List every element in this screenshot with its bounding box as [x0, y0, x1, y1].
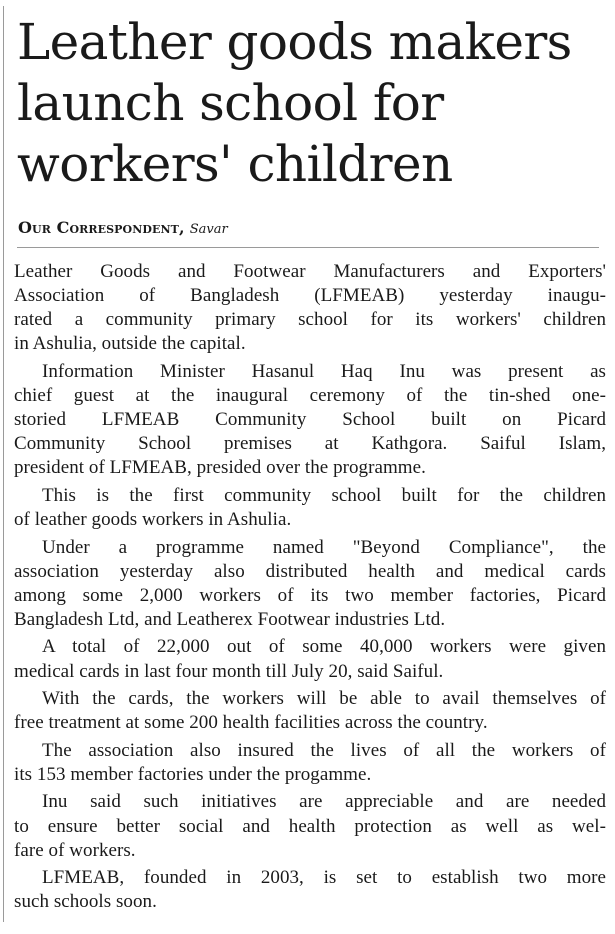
text-line: among some 2,000 workers of its two member factories, Picard	[14, 584, 606, 606]
paragraph	[14, 866, 606, 914]
byline-location: Savar	[189, 222, 228, 237]
text-line: Leather Goods and Footwear Manufacturers and Exporters'	[14, 261, 606, 282]
byline	[18, 218, 228, 237]
paragraph	[14, 536, 606, 632]
text-line: rated a community primary school for its workers' children	[14, 309, 606, 331]
text-line: in Ashulia, outside the capital.	[14, 333, 246, 355]
headline	[17, 12, 609, 195]
column-rule	[3, 6, 4, 922]
text-line: to ensure better social and health protection as well as wel-	[14, 815, 606, 837]
headline-line: launch school for	[17, 74, 444, 132]
text-line: This is the first community school built for the children	[42, 484, 606, 506]
text-line: Information Minister Hasanul Haq Inu was present as	[42, 360, 606, 382]
headline-line: Leather goods makers	[17, 13, 572, 71]
text-line: chief guest at the inaugural ceremony of the tin-shed one-	[14, 384, 606, 406]
text-line: fare of workers.	[14, 839, 136, 861]
text-line: storied LFMEAB Community School built on Picard	[14, 409, 606, 431]
paragraph	[14, 260, 606, 356]
text-line: Community School premises at Kathgora. Saiful Islam,	[14, 433, 606, 455]
paragraph	[14, 790, 606, 862]
byline-author: Our Correspondent,	[18, 218, 185, 237]
paragraph	[14, 739, 606, 787]
text-line: Inu said such initiatives are appreciable and are needed	[42, 791, 606, 813]
paragraph	[14, 360, 606, 480]
paragraph	[14, 484, 606, 532]
text-line: Bangladesh Ltd, and Leatherex Footwear industries Ltd.	[14, 608, 446, 630]
text-line: its 153 member factories under the progamme.	[14, 763, 372, 785]
text-line: LFMEAB, founded in 2003, is set to establish two more	[42, 867, 606, 889]
text-line: association yesterday also distributed health and medical cards	[14, 560, 606, 582]
text-line: Under a programme named "Beyond Compliance", the	[42, 536, 606, 558]
text-line: A total of 22,000 out of some 40,000 workers were given	[42, 636, 606, 658]
text-line: medical cards in last four month till July 20, said Saiful.	[14, 660, 444, 682]
text-line: free treatment at some 200 health facilities across the country.	[14, 712, 488, 734]
article-body	[14, 260, 606, 918]
paragraph	[14, 687, 606, 735]
text-line: president of LFMEAB, presided over the programme.	[14, 457, 426, 479]
byline-divider	[17, 247, 599, 248]
text-line: such schools soon.	[14, 891, 157, 913]
text-line: The association also insured the lives of all the workers of	[42, 739, 606, 761]
text-line: of leather goods workers in Ashulia.	[14, 508, 292, 530]
text-line: With the cards, the workers will be able to avail themselves of	[42, 688, 606, 710]
text-line: Association of Bangladesh (LFMEAB) yesterday inaugu-	[14, 285, 606, 307]
paragraph	[14, 635, 606, 683]
headline-line: workers' children	[17, 135, 453, 193]
